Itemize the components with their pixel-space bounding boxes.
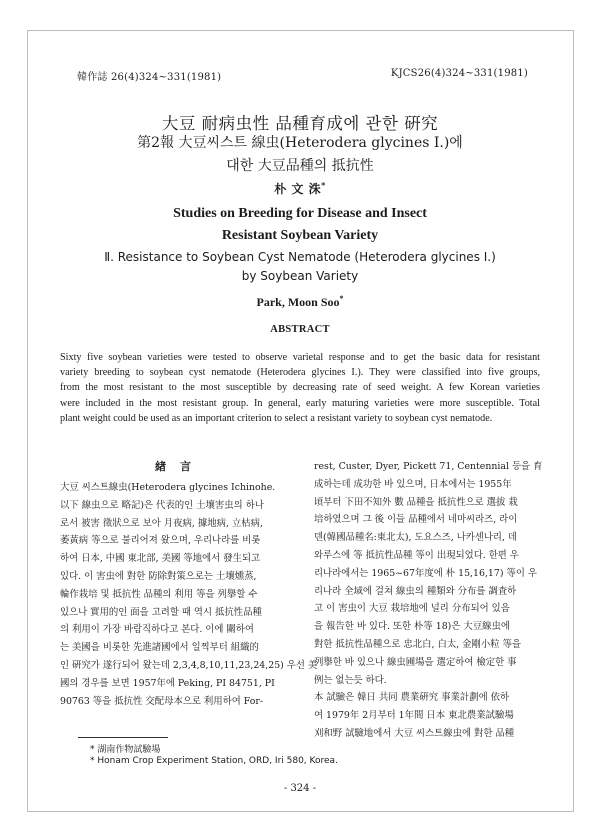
body-line: 로서 被害 徵狀으로 보아 月夜病, 據地病, 立枯病, [60,517,264,529]
body-line: 덴(韓國品種名:東北太), 도요스즈, 나카센나리, 데 [314,532,517,544]
abstract-line: from the most resistant to the most susceptible by decreasing rate of seed weight. A few Korean varieties [60,382,540,394]
korean-title-line-2: 第2報 大豆씨스트 線虫(Heterodera glycines I.)에 [137,135,463,151]
body-line: 以下 線虫으로 略記)은 代表的인 土壤害虫의 하나 [60,499,264,511]
body-line: 培하였으며 그 後 이들 品種에서 네마씨라즈, 라이 [314,514,518,526]
english-title-line-1: Studies on Breeding for Disease and Insect [173,206,427,221]
footnote-korean: * 湖南作物試驗場 [90,745,161,755]
abstract-line: variety breeding to soybean cyst nematode (Heterodera glycines I.). They were classified into five groups, [60,367,540,379]
abstract-body [60,350,540,426]
english-subtitle-line-1: Ⅱ. Resistance to Soybean Cyst Nematode (Heterodera glycines I.) [104,250,496,264]
korean-author-affiliation-mark: * [321,180,326,190]
english-author-affiliation-mark: * [339,294,344,303]
body-line: 있으나 實用的인 面을 고려할 때 역시 抵抗性品種 [60,606,262,618]
body-line: 對한 抵抗性品種으로 忠北白, 白太, 金剛小粒 等을 [314,638,522,650]
abstract-line: Sixty five soybean varieties were tested to observe varietal response and to get the basic data for resistant [60,352,540,363]
english-author: Park, Moon Soo* [256,294,344,309]
body-line: 大豆 씨스트線虫(Heterodera glycines Ichinohe. [60,482,276,493]
body-line: 의 利用이 가장 바람직하다고 본다. 이에 關하여 [60,624,254,636]
body-line: 고 이 害虫이 大豆 栽培地에 널리 分布되어 있음 [314,603,510,615]
body-line: 여 1979年 2月부터 1年間 日本 東北農業試驗場 [314,710,514,722]
right-column [314,458,543,743]
footnote-english: * Honam Crop Experiment Station, ORD, Iri 580, Korea. [90,756,338,766]
english-subtitle-line-2: by Soybean Variety [241,269,359,283]
abstract-heading: ABSTRACT [270,324,330,335]
body-line: 인 硏究가 遂行되어 왔는데 2,3,4,8,10,11,23,24,25) 우선 美 [60,659,318,671]
body-line: 刈和野 試驗地에서 大豆 씨스트線虫에 對한 品種 [314,727,515,739]
body-line: 例는 없는듯 하다. [314,674,387,686]
body-line: 輪作栽培 및 抵抗性 品種의 利用 等을 列擧할 수 [60,588,258,600]
journal-citation-english: KJCS26(4)324~331(1981) [390,68,528,79]
page-number: - 324 - [283,783,317,794]
body-line: 는 美國을 비롯한 先進諸國에서 일찍부터 組織的 [60,642,259,654]
abstract-line: were included in the most resistant group. In general, early maturing varieties were more susceptible. Total [60,397,540,409]
abstract-line: plant weight could be used as an important criterion to select a resistant variety to soybean cyst nematode. [60,412,493,424]
korean-title-line-3: 대한 大豆品種의 抵抗性 [226,158,374,174]
body-line: 을 報告한 바 있다. 또한 朴等 18)은 大豆線虫에 [314,621,510,633]
body-line: 列擧한 바 있으나 線虫圃場을 選定하여 檢定한 事 [314,656,517,668]
left-column [60,458,318,710]
footnote-divider [78,737,168,738]
journal-citation-korean: 韓作誌 26(4)324~331(1981) [77,72,222,83]
body-line: rest, Custer, Dyer, Pickett 71, Centennial 등을 育 [314,461,543,472]
body-line: 와루스에 等 抵抗性品種 等이 出現되었다. 한편 우 [314,549,519,561]
body-line: 頃부터 下田不知外 數 品種을 抵抗性으로 選拔 栽 [314,496,518,508]
body-line: 成하는데 成功한 바 있으며, 日本에서는 1955年 [314,478,512,490]
korean-author: 朴 文 洙* [274,180,326,196]
body-line: 本 試驗은 韓日 共同 農業硏究 事業計劃에 依하 [314,692,510,704]
body-line: 리나라 全域에 걸쳐 線虫의 種類와 分布를 調査하 [314,585,517,597]
section-heading-introduction: 緖言 [155,460,205,473]
body-line: 90763 等을 抵抗性 交配母本으로 利用하여 For- [60,695,264,707]
body-line: 萎黃病 等으로 불리어져 왔으며, 우리나라를 비롯 [60,535,261,547]
body-line: 國의 경우를 보면 1957年에 Peking, PI 84751, PI [60,677,275,689]
body-line: 리나라에서는 1965~67年度에 朴 15,16,17) 等이 우 [314,567,537,579]
english-title-line-2: Resistant Soybean Variety [221,228,379,243]
body-line: 있다. 이 害虫에 對한 防除對策으로는 土壤燻蒸, [60,570,257,582]
body-line: 하여 日本, 中國 東北部, 美國 等地에서 發生되고 [60,553,261,565]
korean-title-line-1: 大豆 耐病虫性 品種育成에 관한 硏究 [161,114,439,133]
